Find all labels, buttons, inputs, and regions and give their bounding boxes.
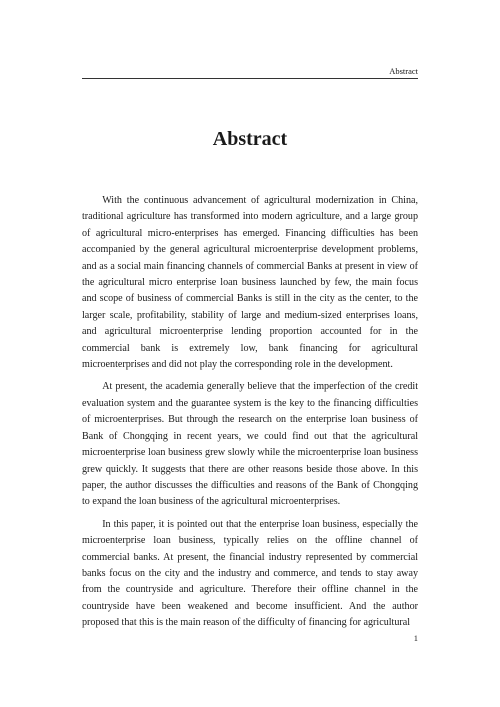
page-title: Abstract <box>212 128 288 150</box>
paragraph-1: With the continuous advancement of agricultural modernization in China, traditional agriculture has transformed into modern agriculture, and a large group of agricultural micro-enterprises has emerged. Financing difficulties has been accompanied by the general agricultural microenterprise development problems, and as a social main financing channels of commercial Banks at present in view of the agricultural micro enterprise loan business launched by few, the main focus and scope of business of commercial Banks is still in the city as the center, to the larger scale, profitability, stability of large and medium-sized enterprises loans, and agricultural microenterprise lending proportion accounted for in the commercial bank is extremely low, bank financing for agricultural microenterprises and did not play the corresponding role in the development. <box>82 195 418 371</box>
paragraph-3: In this paper, it is pointed out that the enterprise loan business, especially the microenterprise loan business, typically relies on the offline channel of commercial banks. At present, the financial industry represented by commercial banks focus on the city and the industry and commerce, and tends to stay away from the countryside and agriculture. Therefore their offline channel in the countryside have been weakened and become insufficient. And the author proposed that this is the main reason of the difficulty of financing for agricultural <box>82 518 418 629</box>
abstract-body <box>82 193 418 638</box>
paragraph-2: At present, the academia generally believe that the imperfection of the credit evaluation system and the guarantee system is the key to the financing difficulties of microenterprises. But through the research on the enterprise loan business of Bank of Chongqing in recent years, we could find out that the agricultural microenterprise loan business grew slowly while the microenterprise loan business grew quickly. It suggests that there are other reasons beside those above. In this paper, the author discusses the difficulties and reasons of the Bank of Chongqing to expand the loan business of the agricultural microenterprises. <box>82 381 418 508</box>
running-header: Abstract <box>389 66 418 76</box>
header-rule <box>82 78 418 79</box>
page-number: 1 <box>413 633 418 643</box>
